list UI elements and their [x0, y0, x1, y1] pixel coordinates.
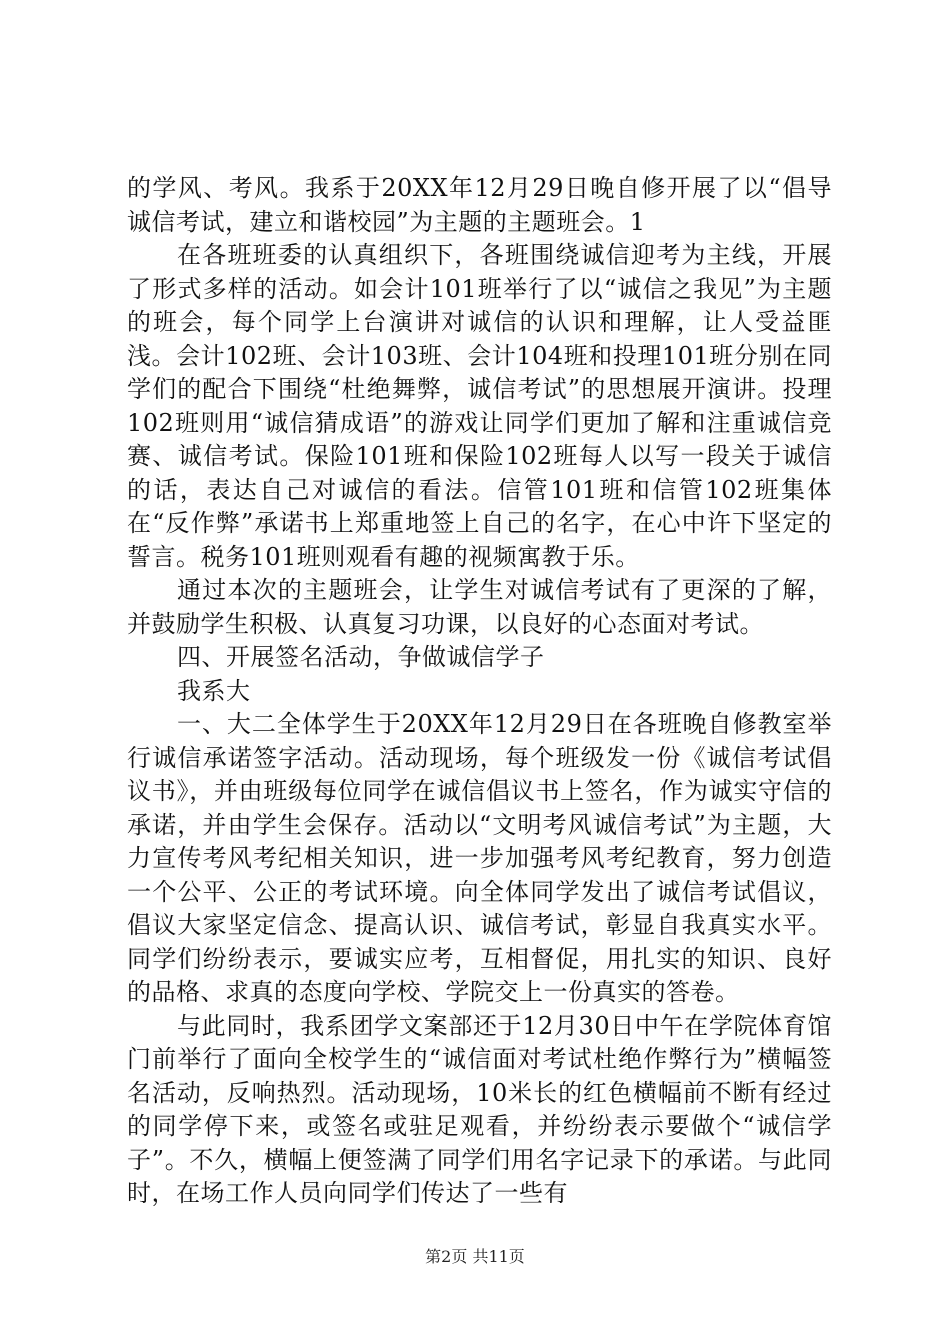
paragraph-5: 我系大 — [177, 676, 251, 705]
paragraph-7: 与此同时，我系团学文案部还于12月30日中午在学院体育馆门前举行了面向全校学生的“诚信面对考试杜绝作弊行为”横幅签名活动，反响热烈。活动现场，10米长的红色横幅前不断有经过的同学停下来，或签名或驻足观看，并纷纷表示要做个“诚信学子”。不久，横幅上便签满了同学们用名字记录下的承诺。与此同时，在场工作人员向同学们传达了一些有 — [127, 1011, 832, 1207]
paragraph-6: 一、大二全体学生于20XX年12月29日在各班晚自修教室举行诚信承诺签字活动。活动现场，每个班级发一份《诚信考试倡议书》，并由班级每位同学在诚信倡议书上签名，作为诚实守信的承诺，并由学生会保存。活动以“文明考风诚信考试”为主题，大力宣传考风考纪相关知识，进一步加强考风考纪教育，努力创造一个公平、公正的考试环境。向全体同学发出了诚信考试倡议，倡议大家坚定信念、提高认识、诚信考试，彰显自我真实水平。同学们纷纷表示，要诚实应考，互相督促，用扎实的知识、良好的品格、求真的态度向学校、学院交上一份真实的答卷。 — [127, 710, 832, 1006]
paragraph-2: 在各班班委的认真组织下，各班围绕诚信迎考为主线，开展了形式多样的活动。如会计101班举行了以“诚信之我见”为主题的班会，每个同学上台演讲对诚信的认识和理解，让人受益匪浅。会计102班、会计103班、会计104班和投理101班分别在同学们的配合下围绕“杜绝舞弊，诚信考试”的思想展开演讲。投理102班则用“诚信猜成语”的游戏让同学们更加了解和注重诚信竞赛、诚信考试。保险101班和保险102班每人以写一段关于诚信的话，表达自己对诚信的看法。信管101班和信管102班集体在“反作弊”承诺书上郑重地签上自己的名字，在心中许下坚定的誓言。税务101班则观看有趣的视频寓教于乐。 — [127, 241, 832, 571]
document-body — [127, 172, 832, 1211]
page-number-footer: 第2页 共11页 — [425, 1247, 525, 1266]
paragraph-3: 通过本次的主题班会，让学生对诚信考试有了更深的了解，并鼓励学生积极、认真复习功课，以良好的心态面对考试。 — [127, 576, 832, 638]
section-heading: 四、开展签名活动，争做诚信学子 — [177, 643, 545, 671]
paragraph-1: 的学风、考风。我系于20XX年12月29日晚自修开展了以“倡导诚信考试，建立和谐校园”为主题的主题班会。1 — [127, 174, 832, 236]
